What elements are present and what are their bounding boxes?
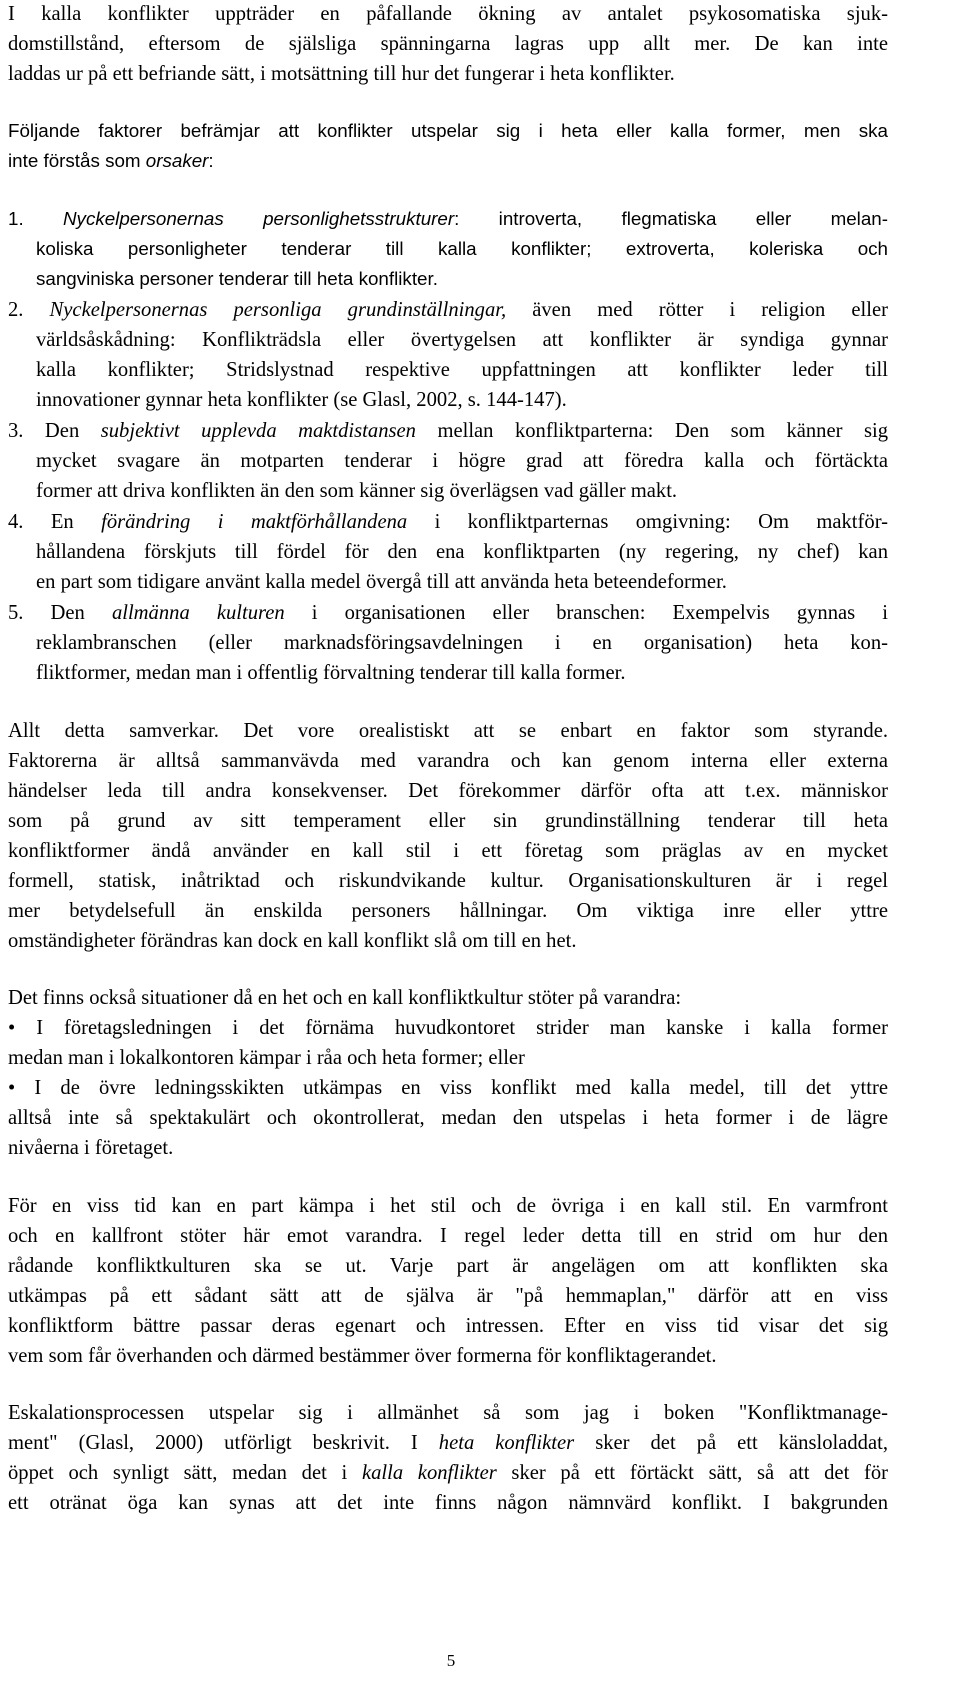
list-item-2-line-1: 2. Nyckelpersonernas personliga grundinställningar, även med rötter i religion eller <box>8 299 888 321</box>
paragraph-2-line-1: Följande faktorer befrämjar att konflikter utspelar sig i heta eller kalla former, men ska <box>8 120 888 141</box>
bullet-2-line-1: • I de övre ledningsskikten utkämpas en viss konflikt med kalla medel, till det yttre <box>8 1077 888 1099</box>
paragraph-3-line-8: omständigheter förändras kan dock en kall konflikt slå om till en het. <box>8 930 577 952</box>
list-item-2-line-3: kalla konflikter; Stridslystnad respektive uppfattningen att konflikter leder till <box>36 359 888 381</box>
paragraph-3-line-2: Faktorerna är alltså sammanvävda med varandra och kan genom interna eller externa <box>8 750 888 772</box>
list-item-4-line-3: en part som tidigare använt kalla medel övergå till att använda heta beteendeformer. <box>36 571 727 593</box>
list-item-3-line-2: mycket svagare än motparten tenderar i högre grad att föredra kalla och förtäckta <box>36 450 888 472</box>
list-item-4-line-2: hållandena förskjuts till fördel för den ena konfliktparten (ny regering, ny chef) kan <box>36 541 888 563</box>
list-item-5-line-1: 5. Den allmänna kulturen i organisationen eller branschen: Exempelvis gynnas i <box>8 602 888 624</box>
paragraph-2-line-2: inte förstås som orsaker: <box>8 150 214 171</box>
list-item-1-line-3: sangviniska personer tenderar till heta konflikter. <box>36 268 438 289</box>
list-item-3-line-3: former att driva konflikten än den som känner sig överlägsen vad gäller makt. <box>36 480 678 502</box>
paragraph-5-line-1: För en viss tid kan en part kämpa i het stil och de övriga i en kall stil. En varmfront <box>8 1195 888 1217</box>
list-item-1-line-2: koliska personligheter tenderar till kalla konflikter; extroverta, koleriska och <box>36 238 888 259</box>
paragraph-6-line-1: Eskalationsprocessen utspelar sig i allmänhet så som jag i boken "Konfliktmanage- <box>8 1402 888 1424</box>
paragraph-3-line-1: Allt detta samverkar. Det vore orealistiskt att se enbart en faktor som styrande. <box>8 720 888 742</box>
list-item-2-line-4: innovationer gynnar heta konflikter (se Glasl, 2002, s. 144-147). <box>36 389 567 411</box>
bullet-2-line-2: alltså inte så spektakulärt och okontrollerat, medan den utspelas i heta former i de lägre <box>8 1107 888 1129</box>
paragraph-3-line-4: som på grund av sitt temperament eller sin grundinställning tenderar till heta <box>8 810 888 832</box>
paragraph-1-line-1: I kalla konflikter uppträder en påfallande ökning av antalet psykosomatiska sjuk- <box>8 3 888 25</box>
bullet-1-line-2: medan man i lokalkontoren kämpar i råa och heta former; eller <box>8 1047 525 1069</box>
paragraph-4-line-1: Det finns också situationer då en het och en kall konfliktkultur stöter på varandra: <box>8 987 682 1009</box>
paragraph-5-line-5: konfliktform bättre passar deras egenart och intressen. Efter en viss tid visar det sig <box>8 1315 888 1337</box>
paragraph-5-line-4: utkämpas på ett sådant sätt att de själva är "på hemmaplan," därför att en viss <box>8 1285 888 1307</box>
bullet-1-line-1: • I företagsledningen i det förnäma huvudkontoret strider man kanske i kalla former <box>8 1017 888 1039</box>
list-item-5-line-3: fliktformer, medan man i offentlig förvaltning tenderar till kalla former. <box>36 662 626 684</box>
list-item-1-line-1: 1. Nyckelpersonernas personlighetsstrukturer: introverta, flegmatiska eller melan- <box>8 208 888 229</box>
paragraph-5-line-2: och en kallfront stöter här emot varandra. I regel leder detta till en strid om hur den <box>8 1225 888 1247</box>
list-item-2-line-2: världsåskådning: Konflikträdsla eller övertygelsen att konflikter är syndiga gynnar <box>36 329 888 351</box>
paragraph-3-line-5: konfliktformer ändå använder en kall stil i ett företag som präglas av en mycket <box>8 840 888 862</box>
list-item-5-line-2: reklambranschen (eller marknadsföringsavdelningen i en organisation) heta kon- <box>36 632 888 654</box>
paragraph-3-line-7: mer betydelsefull än enskilda personers hållningar. Om viktiga inre eller yttre <box>8 900 888 922</box>
list-item-4-line-1: 4. En förändring i maktförhållandena i konfliktparternas omgivning: Om maktför- <box>8 511 888 533</box>
paragraph-6-line-2: ment" (Glasl, 2000) utförligt beskrivit. I heta konflikter sker det på ett känsloladdat, <box>8 1432 888 1454</box>
bullet-2-line-3: nivåerna i företaget. <box>8 1137 174 1159</box>
paragraph-1-line-2: domstillstånd, eftersom de själsliga spänningarna lagras upp allt mer. De kan inte <box>8 33 888 55</box>
paragraph-6-line-4: ett otränat öga kan synas att det inte finns någon nämnvärd konflikt. I bakgrunden <box>8 1492 888 1514</box>
paragraph-3-line-3: händelser leda till andra konsekvenser. Det förekommer därför ofta att t.ex. människor <box>8 780 888 802</box>
page-number: 5 <box>446 1651 456 1670</box>
paragraph-3-line-6: formell, statisk, inåtriktad och riskundvikande kultur. Organisationskulturen är i regel <box>8 870 888 892</box>
paragraph-1-line-3: laddas ur på ett befriande sätt, i motsättning till hur det fungerar i heta konflikter. <box>8 63 675 85</box>
paragraph-6-line-3: öppet och synligt sätt, medan det i kalla konflikter sker på ett förtäckt sätt, så att det för <box>8 1462 888 1484</box>
paragraph-5-line-3: rådande konfliktkulturen ska se ut. Varje part är angelägen om att konflikten ska <box>8 1255 888 1277</box>
paragraph-5-line-6: vem som får överhanden och därmed bestämmer över formerna för konfliktagerandet. <box>8 1345 717 1367</box>
list-item-3-line-1: 3. Den subjektivt upplevda maktdistansen mellan konfliktparterna: Den som känner sig <box>8 420 888 442</box>
